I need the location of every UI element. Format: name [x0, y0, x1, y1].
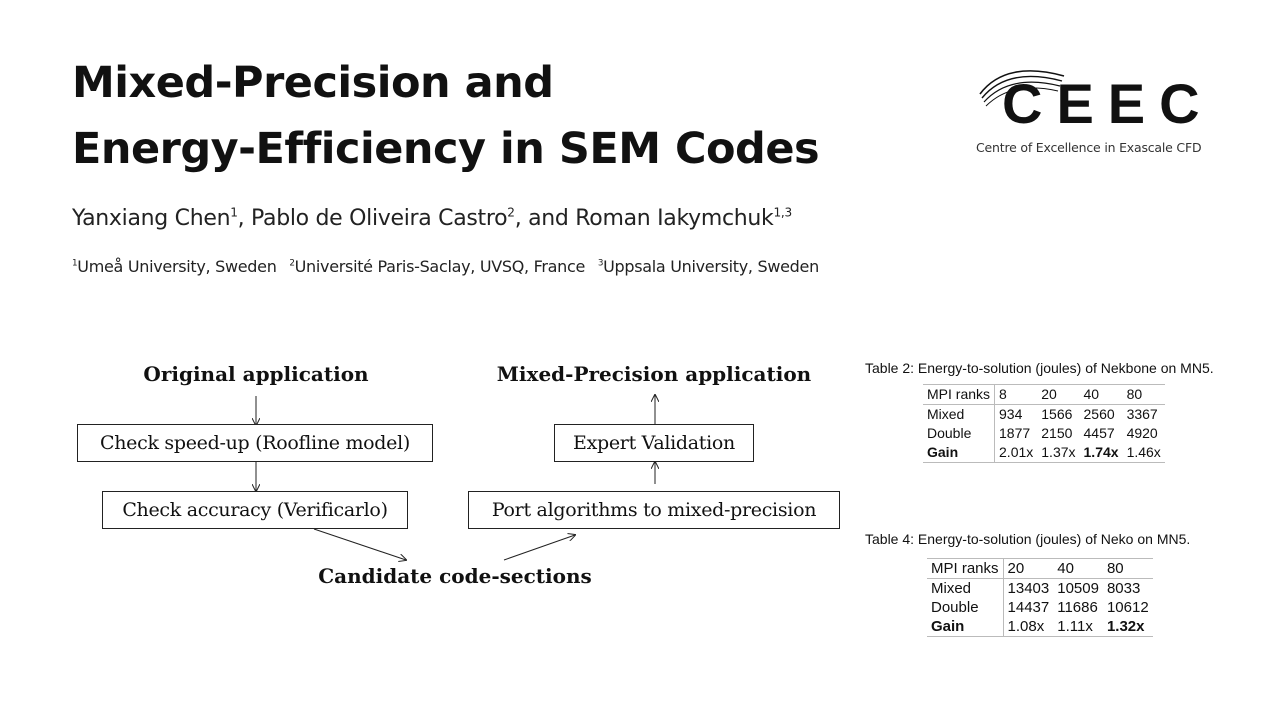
table-header-cell: 8 [995, 385, 1038, 405]
table-cell: 1.37x [1037, 443, 1079, 463]
affiliation-mark: 3 [597, 258, 604, 269]
table-header-cell: 80 [1103, 559, 1153, 579]
table-cell: 1.11x [1053, 617, 1103, 637]
affiliation-name: Université Paris-Saclay, UVSQ, France [294, 257, 586, 276]
affiliation-mark: 1 [72, 258, 78, 269]
label-mixed-precision-application: Mixed-Precision application [496, 362, 812, 386]
table2-nekbone-energy [923, 384, 1165, 463]
table-cell: 3367 [1126, 406, 1158, 422]
table-cell: 14437 [1007, 599, 1050, 616]
table-cell: 13403 [1007, 580, 1050, 597]
table-header-cell: MPI ranks [927, 559, 1003, 579]
author-affiliation-mark: 2 [507, 205, 515, 220]
author-name: Roman Iakymchuk [575, 206, 774, 231]
author-separator: , [237, 206, 252, 231]
logo-subtitle: Centre of Excellence in Exascale CFD [976, 140, 1202, 155]
table-row [923, 405, 1165, 425]
table-cell: 2560 [1083, 406, 1115, 422]
row-label: Double [923, 424, 995, 443]
table-header-cell: 20 [1037, 385, 1079, 405]
affiliation [72, 257, 277, 276]
row-label: Mixed [923, 405, 995, 425]
table-cell: 4457 [1083, 425, 1115, 441]
table-cell: 2150 [1041, 425, 1073, 441]
box-check-speedup: Check speed-up (Roofline model) [77, 424, 433, 462]
arrow-accuracy-to-candidates [314, 529, 406, 560]
table-cell-highlight: 1.74x [1080, 443, 1123, 463]
table-cell-highlight: 1.32x [1103, 617, 1153, 637]
table2-caption: Table 2: Energy-to-solution (joules) of Nekbone on MN5. [865, 360, 1214, 376]
label-original-application: Original application [143, 362, 369, 386]
page-title [72, 50, 819, 182]
table-header-cell: 40 [1053, 559, 1103, 579]
table-cell: 934 [999, 406, 1023, 422]
table-row [923, 424, 1165, 443]
table-cell: 11686 [1057, 599, 1098, 616]
author-affiliation-mark: 1,3 [773, 205, 792, 220]
affiliation-mark: 2 [289, 258, 295, 269]
ceec-logo [972, 62, 1212, 162]
table-header-cell: 40 [1080, 385, 1123, 405]
title-line-1: Mixed-Precision and [72, 58, 554, 108]
box-port-algorithms: Port algorithms to mixed-precision [468, 491, 840, 529]
affiliation [598, 257, 819, 276]
row-label: Mixed [927, 579, 1003, 599]
row-label: Gain [923, 443, 995, 463]
affiliation-list [72, 257, 827, 276]
arrow-candidates-to-port [504, 535, 575, 560]
table-cell: 1566 [1041, 406, 1073, 422]
table4-neko-energy [927, 558, 1153, 637]
title-line-2: Energy-Efficiency in SEM Codes [72, 124, 820, 174]
table-cell: 1.08x [1003, 617, 1053, 637]
workflow-diagram [70, 352, 860, 602]
author-name: Pablo de Oliveira Castro [251, 206, 508, 231]
table-header-row [923, 385, 1165, 405]
table-cell: 10612 [1106, 599, 1149, 616]
table-cell: 1.46x [1123, 443, 1165, 463]
table-row [923, 443, 1165, 463]
logo-wordmark: CEEC [1002, 72, 1214, 135]
table-cell: 1877 [999, 425, 1031, 441]
author-separator: , and [514, 206, 576, 231]
affiliation [289, 257, 585, 276]
table-row [927, 579, 1153, 599]
table-header-cell: 20 [1003, 559, 1053, 579]
table-header-row [927, 559, 1153, 579]
table-cell: 8033 [1106, 580, 1141, 597]
author-name: Yanxiang Chen [72, 206, 231, 231]
table-cell: 4920 [1126, 425, 1158, 441]
table-header-cell: 80 [1123, 385, 1165, 405]
author-affiliation-mark: 1 [230, 205, 238, 220]
table-cell: 2.01x [995, 443, 1038, 463]
row-label: Gain [927, 617, 1003, 637]
affiliation-name: Uppsala University, Sweden [603, 257, 819, 276]
affiliation-name: Umeå University, Sweden [77, 257, 277, 276]
table4-caption: Table 4: Energy-to-solution (joules) of Neko on MN5. [865, 531, 1191, 547]
row-label: Double [927, 598, 1003, 617]
table-row [927, 598, 1153, 617]
table-row [927, 617, 1153, 637]
table-header-cell: MPI ranks [923, 385, 995, 405]
box-expert-validation: Expert Validation [554, 424, 754, 462]
label-candidate-code-sections: Candidate code-sections [318, 564, 592, 588]
box-check-accuracy: Check accuracy (Verificarlo) [102, 491, 408, 529]
table-cell: 10509 [1057, 580, 1099, 597]
author-list [72, 206, 792, 231]
